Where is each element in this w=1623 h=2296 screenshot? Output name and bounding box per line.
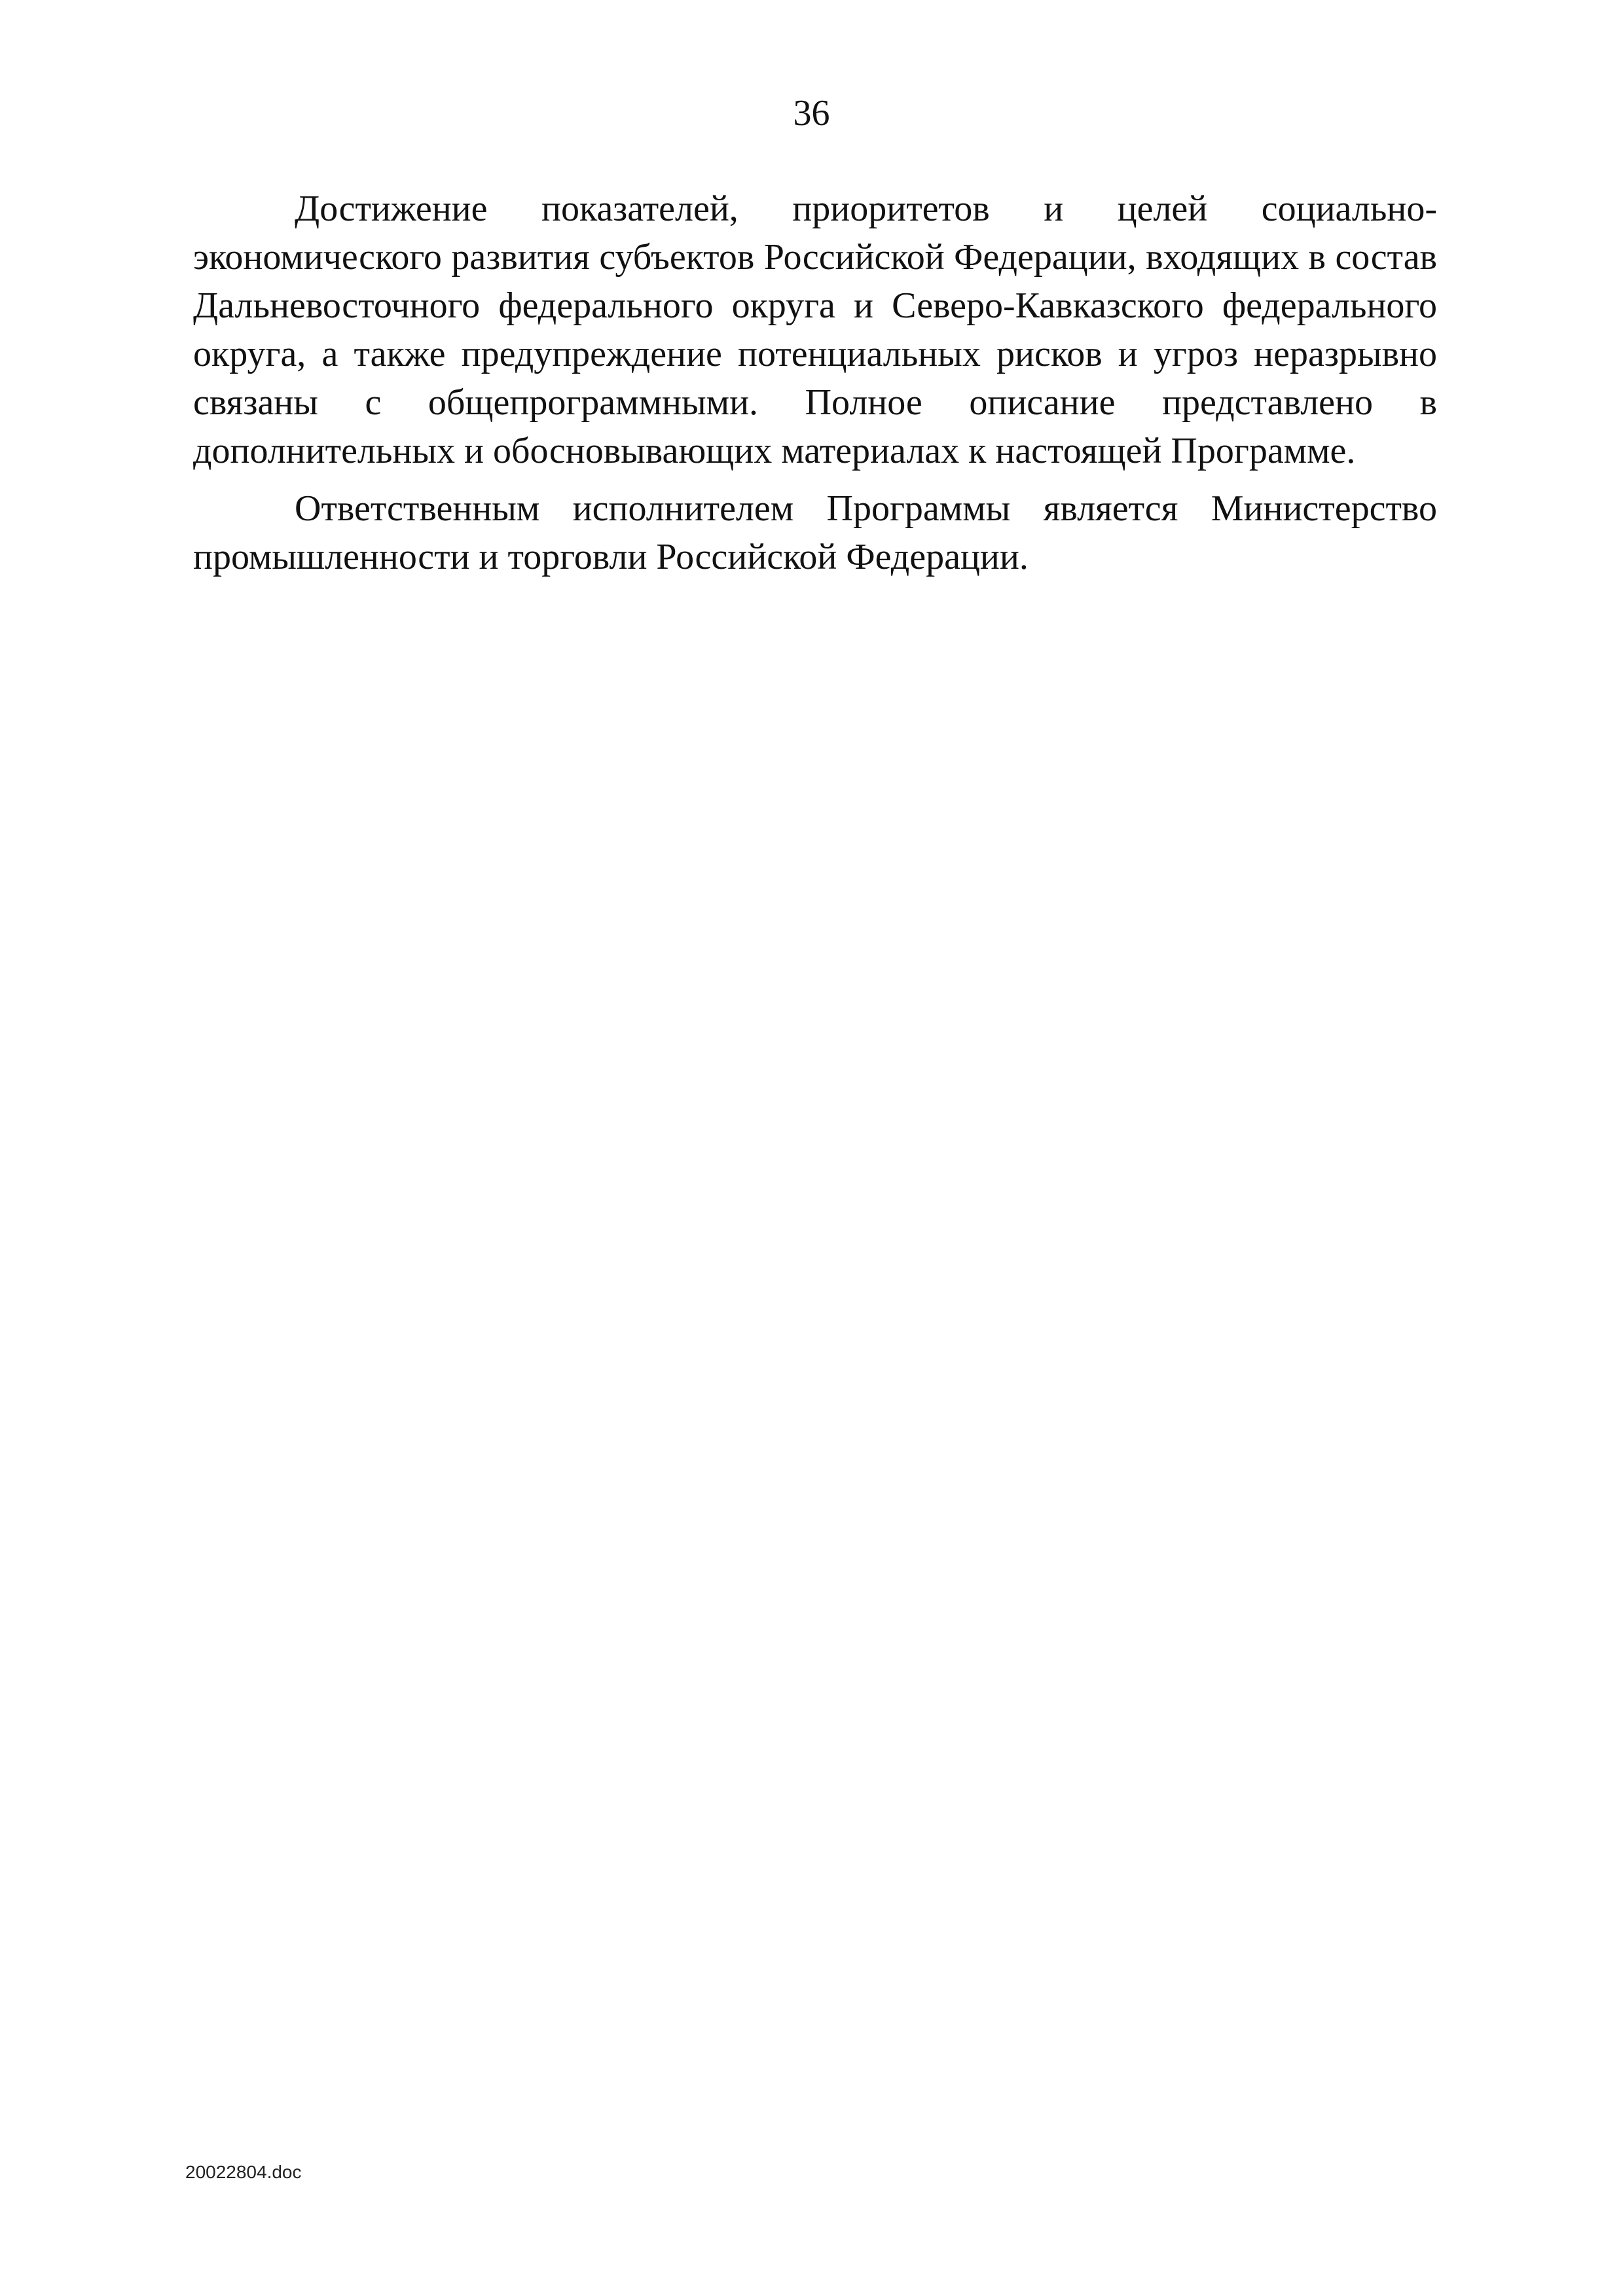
paragraph-2: Ответственным исполнителем Программы является Министерство промышленности и торговли Российской Федерации. bbox=[193, 488, 1437, 577]
document-body bbox=[193, 185, 1437, 590]
paragraph-1: Достижение показателей, приоритетов и целей социально-экономического развития субъектов Российской Федерации, входящих в состав Дальневосточного федерального округа и Северо-Кавказского федерального округа, а также предупреждение потенциальных рисков и угроз неразрывно связаны с общепрограммными. Полное описание представлено в дополнительных и обосновывающих материалах к настоящей Программе. bbox=[193, 188, 1437, 471]
page-number: 36 bbox=[793, 93, 830, 134]
footer-file-name: 20022804.doc bbox=[185, 2162, 302, 2182]
